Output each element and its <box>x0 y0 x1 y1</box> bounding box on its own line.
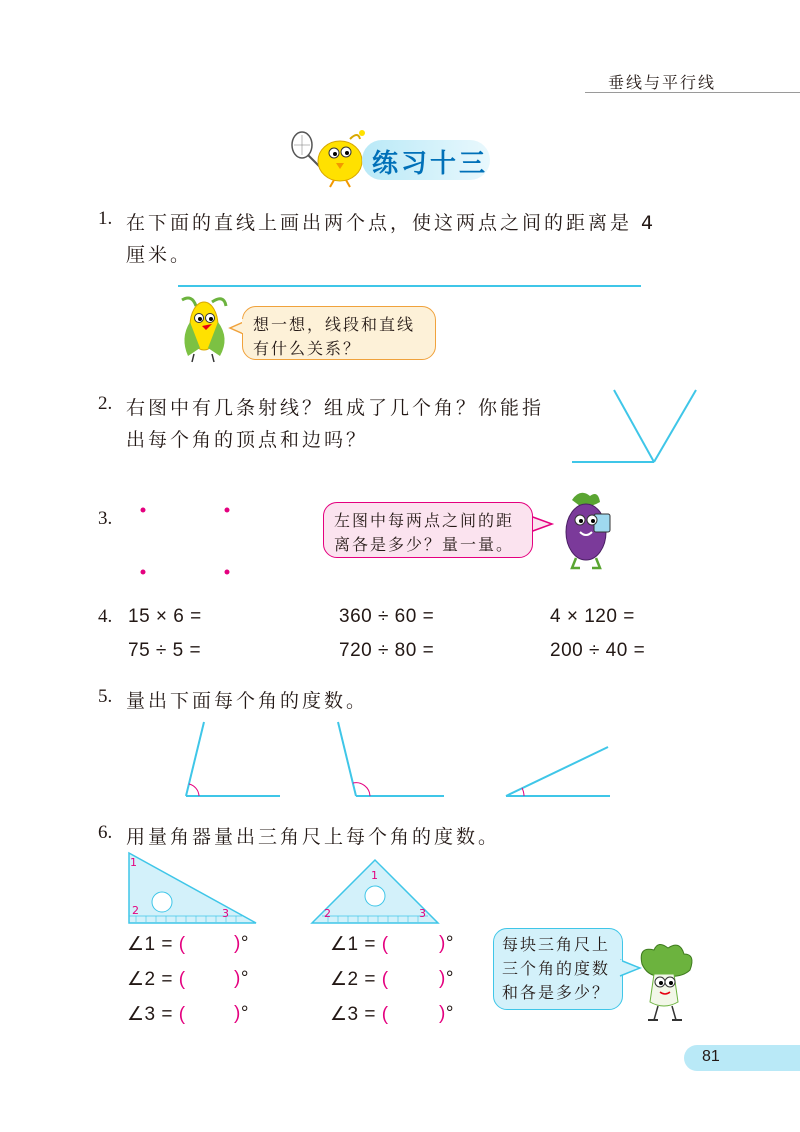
q6-bubble-line1: 每块三角尺上 <box>502 935 611 954</box>
q1-text-line2: 厘米。 <box>126 244 193 266</box>
q2-text-line2: 出每个角的顶点和边吗？ <box>126 429 369 451</box>
q4-number: 4. <box>98 606 113 627</box>
page-number: 81 <box>702 1048 720 1065</box>
q1-bubble-tail-cover <box>242 319 245 333</box>
answer-a-angle3-close: )° <box>234 1003 249 1024</box>
q1-text-line1: 在下面的直线上画出两个点，使这两点之间的距离是 4 <box>126 212 657 234</box>
q4-expr-1-3: 4 × 120 = <box>550 606 635 627</box>
answer-a-angle1 <box>127 933 186 956</box>
answer-b-angle3-label: ∠3 = ( <box>330 1004 389 1025</box>
q4-expr-2-3: 200 ÷ 40 = <box>550 640 646 661</box>
q5-angle-2 <box>336 720 446 800</box>
set-square-30-60-figure <box>126 850 260 926</box>
set-square-a-label-2: 2 <box>132 904 139 917</box>
answer-a-angle1-close: )° <box>234 933 249 954</box>
mascot-eggplant-icon <box>550 488 620 570</box>
chapter-header: 垂线与平行线 <box>608 73 717 92</box>
section-title: 练习十三 <box>372 149 489 179</box>
mascot-chick-tennis-icon <box>290 125 368 187</box>
q5-angle-1 <box>182 720 282 800</box>
q5-angle-3 <box>504 745 614 800</box>
q6-number: 6. <box>98 822 113 843</box>
answer-b-angle1-close: )° <box>439 933 454 954</box>
answer-b-angle3-close: )° <box>439 1003 454 1024</box>
q3-hint-bubble <box>323 502 533 558</box>
answer-a-angle1-label: ∠1 = ( <box>127 934 186 955</box>
q4-expr-2-1: 75 ÷ 5 = <box>128 640 202 661</box>
answer-a-angle2-label: ∠2 = ( <box>127 969 186 990</box>
answer-b-angle2 <box>330 968 389 991</box>
q3-bubble-line2: 离各是多少？量一量。 <box>334 535 515 554</box>
q2-rays-figure <box>570 388 700 466</box>
q1-number: 1. <box>98 208 113 229</box>
answer-b-angle2-label: ∠2 = ( <box>330 969 389 990</box>
set-square-b-label-2: 2 <box>324 907 331 920</box>
q4-expr-2-2: 720 ÷ 80 = <box>339 640 435 661</box>
q3-bubble-tail-cover <box>529 516 532 530</box>
set-square-a-label-3: 3 <box>222 907 229 920</box>
q6-bubble-line3: 和各是多少？ <box>502 983 611 1002</box>
answer-a-angle2 <box>127 968 186 991</box>
mascot-cabbage-icon <box>634 940 696 1024</box>
set-square-b-label-3: 3 <box>419 907 426 920</box>
q2-text-line1: 右图中有几条射线？组成了几个角？你能指 <box>126 397 545 419</box>
q6-hint-bubble <box>493 928 623 1010</box>
answer-a-angle3 <box>127 1003 186 1026</box>
q1-bubble-line1: 想一想，线段和直线 <box>253 315 416 334</box>
answer-b-angle1-label: ∠1 = ( <box>330 934 389 955</box>
header-rule <box>585 92 800 93</box>
answer-b-angle3 <box>330 1003 389 1026</box>
q5-number: 5. <box>98 686 113 707</box>
q1-hint-bubble <box>242 306 436 360</box>
q1-bubble-line2: 有什么关系？ <box>253 339 362 358</box>
q6-bubble-line2: 三个角的度数 <box>502 959 611 978</box>
answer-b-angle1 <box>330 933 389 956</box>
answer-b-angle2-close: )° <box>439 968 454 989</box>
q6-bubble-tail-cover <box>619 960 622 974</box>
q3-number: 3. <box>98 508 113 529</box>
q3-bubble-line1: 左图中每两点之间的距 <box>334 511 515 530</box>
mascot-corn-icon <box>172 292 236 362</box>
q6-text: 用量角器量出三角尺上每个角的度数。 <box>126 826 501 848</box>
set-square-a-label-1: 1 <box>130 856 137 869</box>
q5-text: 量出下面每个角的度数。 <box>126 690 369 712</box>
answer-a-angle3-label: ∠3 = ( <box>127 1004 186 1025</box>
q4-expr-1-1: 15 × 6 = <box>128 606 202 627</box>
q3-points <box>135 502 235 578</box>
answer-a-angle2-close: )° <box>234 968 249 989</box>
q2-number: 2. <box>98 393 113 414</box>
q4-expr-1-2: 360 ÷ 60 = <box>339 606 435 627</box>
q1-drawing-line[interactable] <box>178 285 641 287</box>
set-square-b-label-1: 1 <box>371 869 378 882</box>
